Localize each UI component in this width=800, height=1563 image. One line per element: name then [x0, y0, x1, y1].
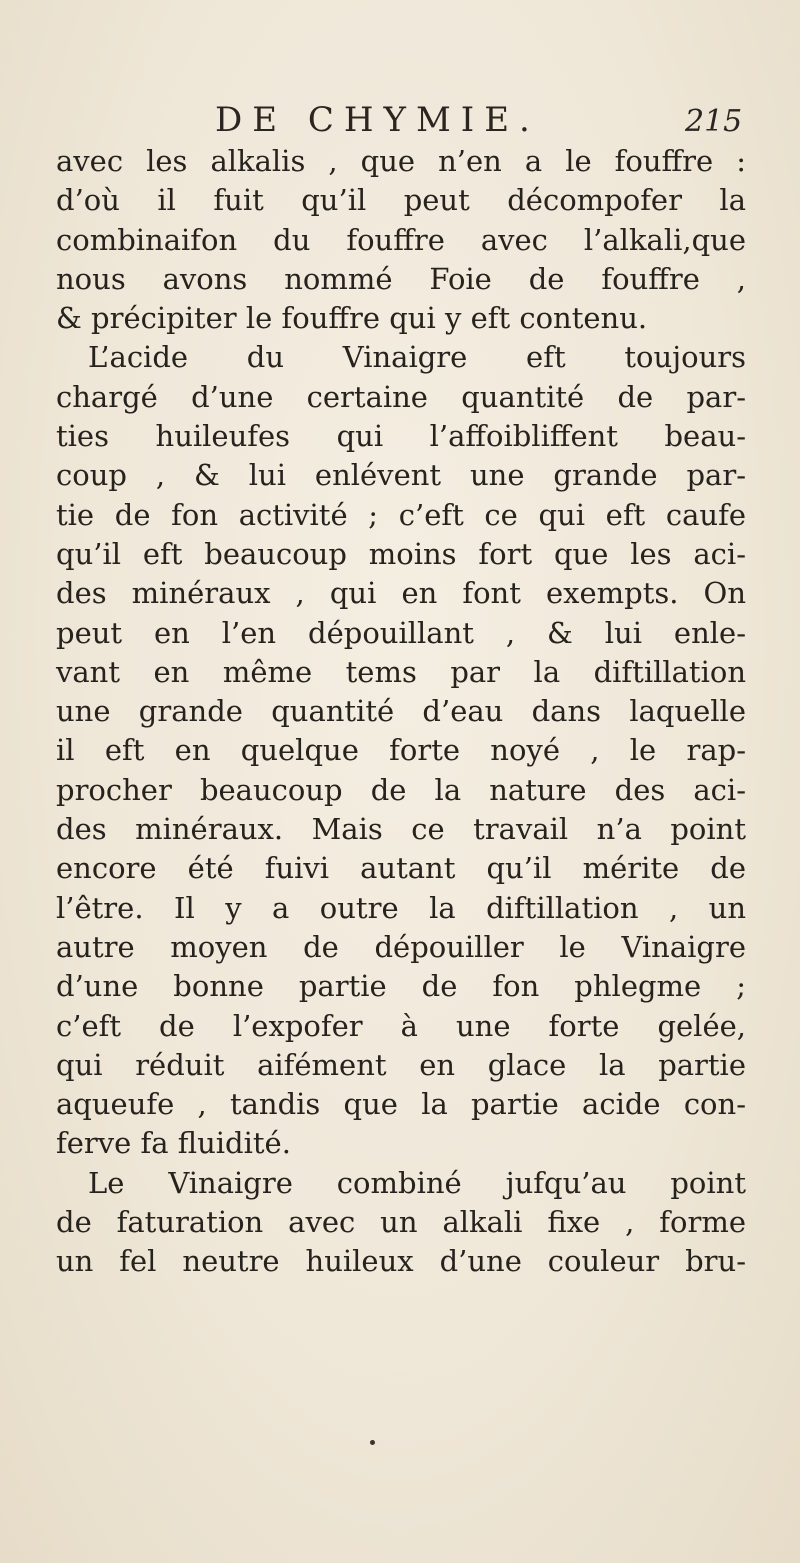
- text-line: qu’il eft beaucoup moins fort que les aci-: [56, 536, 746, 571]
- text-line: procher beaucoup de la nature des aci-: [56, 772, 746, 807]
- text-line: aqueufe , tandis que la partie acide con-: [56, 1087, 746, 1122]
- text-line: tie de fon activité ; c’eft ce qui eft caufe: [56, 497, 746, 532]
- page-number: 215: [685, 104, 743, 139]
- text-line: Le Vinaigre combiné jufqu’au point: [88, 1165, 746, 1200]
- text-line: une grande quantité d’eau dans laquelle: [56, 694, 746, 729]
- body-text: [56, 142, 746, 1282]
- text-line: qui réduit aifément en glace la partie: [56, 1047, 746, 1082]
- text-line: ties huileufes qui l’affoibliffent beau-: [56, 419, 746, 454]
- page-header: [0, 100, 800, 144]
- text-line: nous avons nommé Foie de fouffre ,: [56, 261, 746, 296]
- text-line: d’une bonne partie de fon phlegme ;: [56, 969, 746, 1004]
- text-line: coup , & lui enlévent une grande par-: [56, 458, 746, 493]
- text-line: autre moyen de dépouiller le Vinaigre: [56, 929, 746, 964]
- text-line: un fel neutre huileux d’une couleur bru-: [56, 1244, 746, 1279]
- text-line: c’eft de l’expofer à une forte gelée,: [56, 1008, 746, 1043]
- text-line: vant en même tems par la diftillation: [56, 654, 746, 689]
- text-line: il eft en quelque forte noyé , le rap-: [56, 733, 746, 768]
- text-line: ferve fa fluidité.: [56, 1126, 291, 1161]
- text-line: des minéraux. Mais ce travail n’a point: [56, 812, 746, 847]
- text-line: d’où il fuit qu’il peut décompofer la: [56, 183, 746, 218]
- text-line: L’acide du Vinaigre eft toujours: [88, 340, 746, 375]
- text-line: chargé d’une certaine quantité de par-: [56, 379, 746, 414]
- text-line: encore été fuivi autant qu’il mérite de: [56, 851, 746, 886]
- text-line: de faturation avec un alkali fixe , forme: [56, 1205, 746, 1240]
- running-head: DE CHYMIE.: [215, 100, 540, 140]
- text-line: des minéraux , qui en font exempts. On: [56, 576, 746, 611]
- ink-speck: [370, 1440, 375, 1445]
- text-line: & précipiter le fouffre qui y eft contenu.: [56, 301, 648, 336]
- text-line: avec les alkalis , que n’en a le fouffre :: [56, 144, 746, 178]
- text-line: combinaifon du fouffre avec l’alkali,que: [56, 222, 746, 257]
- text-line: peut en l’en dépouillant , & lui enle-: [56, 615, 746, 650]
- text-line: l’être. Il y a outre la diftillation , un: [56, 890, 746, 925]
